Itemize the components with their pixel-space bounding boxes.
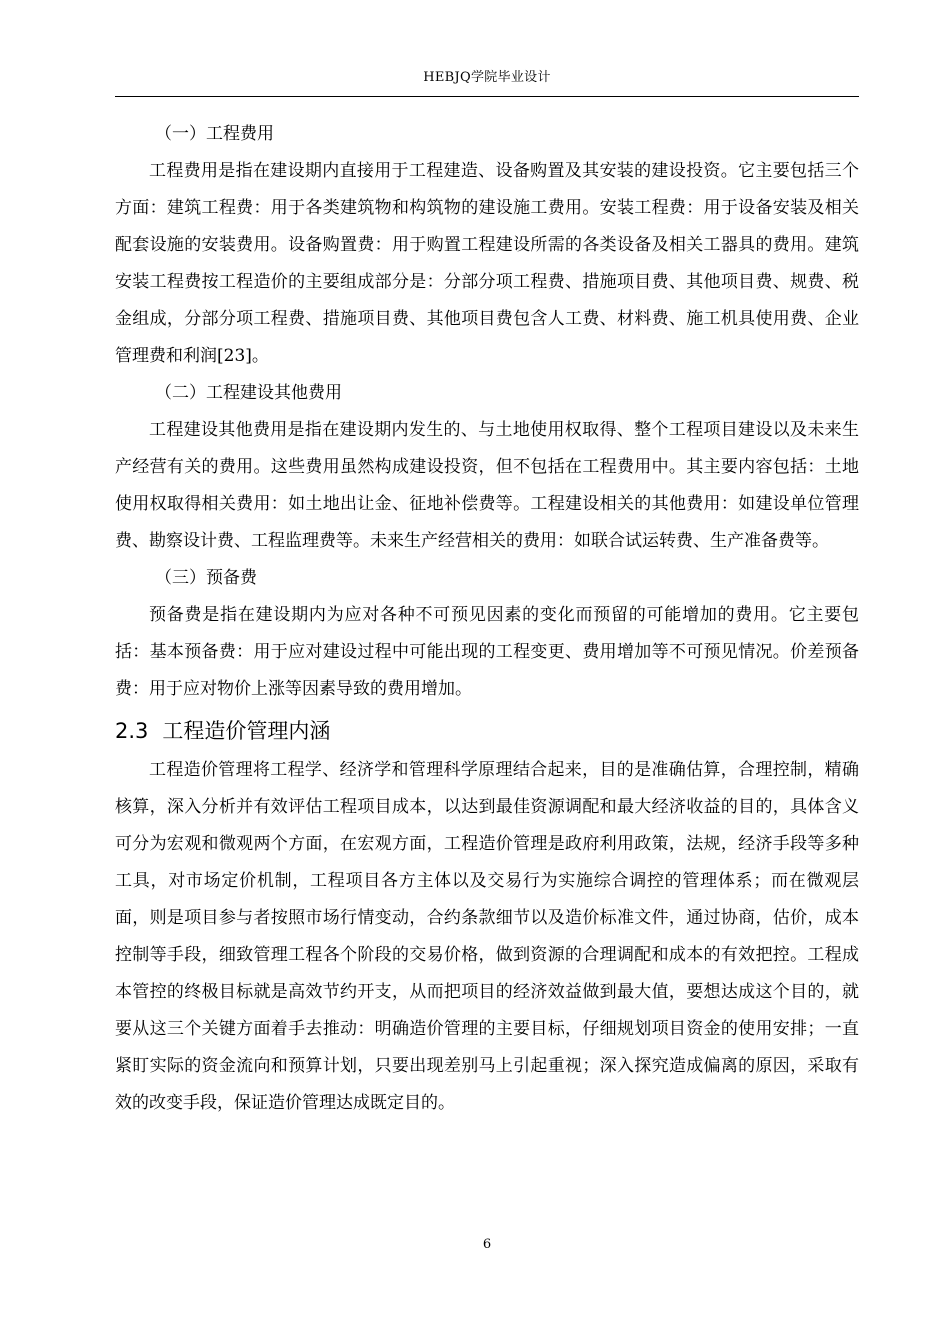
paragraph-other-construction-cost: 工程建设其他费用是指在建设期内发生的、与土地使用权取得、整个工程项目建设以及未来生产经营有关的费用。这些费用虽然构成建设投资，但不包括在工程费用中。其主要内容包括：土地使用权取得相关费用：如土地出让金、征地补偿费等。工程建设相关的其他费用：如建设单位管理费、勘察设计费、工程监理费等。未来生产经营相关的费用：如联合试运转费、生产准备费等。 [115,420,859,551]
subheading-reserve-fund: （三）预备费 [155,568,257,588]
section-heading-2-3 [115,710,859,752]
paragraph-engineering-cost: 工程费用是指在建设期内直接用于工程建造、设备购置及其安装的建设投资。它主要包括三个方面：建筑工程费：用于各类建筑物和构筑物的建设施工费用。安装工程费：用于设备安装及相关配套设施的安装费用。设备购置费：用于购置工程建设所需的各类设备及相关工器具的费用。建筑安装工程费按工程造价的主要组成部分是：分部分项工程费、措施项目费、其他项目费、规费、税金组成，分部分项工程费、措施项目费、其他项目费包含人工费、材料费、施工机具使用费、企业管理费和利润[23]。 [115,161,859,366]
paragraph-cost-management: 工程造价管理将工程学、经济学和管理科学原理结合起来，目的是准确估算，合理控制，精确核算，深入分析并有效评估工程项目成本，以达到最佳资源调配和最大经济收益的目的，具体含义可分为宏观和微观两个方面，在宏观方面，工程造价管理是政府利用政策，法规，经济手段等多种工具，对市场定价机制，工程项目各方主体以及交易行为实施综合调控的管理体系；而在微观层面，则是项目参与者按照市场行情变动，合约条款细节以及造价标准文件，通过协商，估价，成本控制等手段，细致管理工程各个阶段的交易价格，做到资源的合理调配和成本的有效把控。工程成本管控的终极目标就是高效节约开支，从而把项目的经济效益做到最大值，要想达成这个目的，就要从这三个关键方面着手去推动：明确造价管理的主要目标，仔细规划项目资金的使用安排；一直紧盯实际的资金流向和预算计划，只要出现差别马上引起重视；深入探究造成偏离的原因，采取有效的改变手段，保证造价管理达成既定目的。 [115,760,859,1113]
document-body [115,116,859,1122]
subheading-engineering-cost: （一）工程费用 [155,124,274,144]
header-rule [115,96,859,97]
paragraph-reserve-fund: 预备费是指在建设期内为应对各种不可预见因素的变化而预留的可能增加的费用。它主要包括：基本预备费：用于应对建设过程中可能出现的工程变更、费用增加等不可预见情况。价差预备费：用于应对物价上涨等因素导致的费用增加。 [115,605,859,699]
section-number: 2.3 [115,719,149,743]
page-number: 6 [482,1237,492,1252]
section-title-text: 工程造价管理内涵 [162,719,331,743]
page-header: HEBJQ学院毕业设计 [423,70,551,85]
subheading-other-construction-cost: （二）工程建设其他费用 [155,383,342,403]
